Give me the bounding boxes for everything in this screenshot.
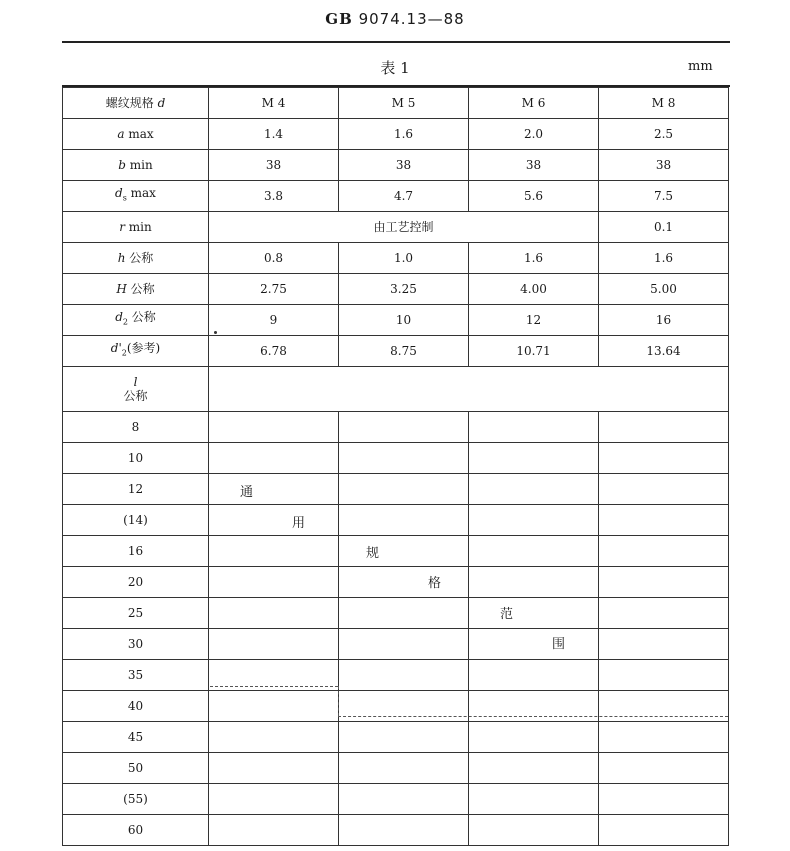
range-cell <box>469 412 599 443</box>
table-cell: 0.1 <box>599 212 729 243</box>
table-row <box>63 150 729 181</box>
length-label: 8 <box>63 412 209 443</box>
table-cell: 0.8 <box>209 243 339 274</box>
range-cell <box>469 660 599 691</box>
table-cell: 38 <box>469 150 599 181</box>
range-cell <box>599 474 729 505</box>
table-cell: 4.00 <box>469 274 599 305</box>
range-cell <box>209 753 339 784</box>
row-label: r min <box>63 212 209 243</box>
range-cell <box>209 629 339 660</box>
range-cell <box>599 567 729 598</box>
range-cell <box>469 629 599 660</box>
table-cell: 10 <box>339 305 469 336</box>
length-row <box>63 629 729 660</box>
range-char: 规 <box>366 546 380 561</box>
length-label: 40 <box>63 691 209 722</box>
col-header: M 4 <box>209 88 339 119</box>
table-row <box>63 336 729 367</box>
table-cell: 1.6 <box>599 243 729 274</box>
table-cell: 5.00 <box>599 274 729 305</box>
table-row <box>63 119 729 150</box>
table-cell: 8.75 <box>339 336 469 367</box>
table-cell: 2.0 <box>469 119 599 150</box>
range-cell <box>339 784 469 815</box>
range-cell <box>469 474 599 505</box>
range-cell <box>339 412 469 443</box>
table-cell: 7.5 <box>599 181 729 212</box>
range-cell <box>469 753 599 784</box>
standard-header <box>0 10 790 28</box>
range-cell <box>599 412 729 443</box>
table-cell: 2.75 <box>209 274 339 305</box>
range-boundary-dashed <box>338 716 728 717</box>
col-header: M 8 <box>599 88 729 119</box>
col-header: M 6 <box>469 88 599 119</box>
length-label: (14) <box>63 505 209 536</box>
range-cell <box>339 660 469 691</box>
row-label: $d'_2$(参考) <box>63 336 209 367</box>
length-header-row <box>63 367 729 412</box>
range-cell <box>339 443 469 474</box>
range-cell <box>339 753 469 784</box>
table-row <box>63 305 729 336</box>
length-row <box>63 412 729 443</box>
length-label: 45 <box>63 722 209 753</box>
table-cell: 10.71 <box>469 336 599 367</box>
range-cell <box>209 784 339 815</box>
range-cell <box>209 536 339 567</box>
table-row <box>63 181 729 212</box>
table-cell: 1.6 <box>469 243 599 274</box>
row-label: $d_s$ max <box>63 181 209 212</box>
length-row <box>63 722 729 753</box>
range-char: 范 <box>500 607 514 622</box>
table-header-row <box>63 88 729 119</box>
table-cell: 38 <box>209 150 339 181</box>
range-cell <box>209 505 339 536</box>
range-boundary-dashed <box>338 686 339 716</box>
table-row <box>63 243 729 274</box>
range-cell <box>339 598 469 629</box>
length-row <box>63 567 729 598</box>
range-cell <box>469 505 599 536</box>
range-char: 用 <box>292 516 306 531</box>
table-cell: 3.25 <box>339 274 469 305</box>
range-cell <box>469 598 599 629</box>
standard-prefix: GB <box>325 10 353 28</box>
range-cell <box>469 536 599 567</box>
table-cell: 16 <box>599 305 729 336</box>
length-label: 25 <box>63 598 209 629</box>
range-cell <box>599 815 729 846</box>
table-cell: 38 <box>339 150 469 181</box>
range-cell <box>339 536 469 567</box>
row-label: h 公称 <box>63 243 209 274</box>
range-boundary-dashed <box>210 686 338 687</box>
range-cell <box>599 443 729 474</box>
length-label: 16 <box>63 536 209 567</box>
row-label: b min <box>63 150 209 181</box>
length-header <box>63 367 209 412</box>
spec-table <box>62 87 729 846</box>
table-cell: 1.4 <box>209 119 339 150</box>
length-row <box>63 536 729 567</box>
table-cell: 13.64 <box>599 336 729 367</box>
length-label: 10 <box>63 443 209 474</box>
length-header-blank <box>209 367 729 412</box>
range-cell <box>339 505 469 536</box>
col-header: M 5 <box>339 88 469 119</box>
length-row <box>63 815 729 846</box>
table-cell: 38 <box>599 150 729 181</box>
range-cell <box>209 722 339 753</box>
length-row <box>63 598 729 629</box>
length-row <box>63 753 729 784</box>
length-header-text: 公称 <box>123 389 148 403</box>
table-cell: 9 <box>209 305 339 336</box>
length-symbol: l <box>133 375 138 389</box>
range-cell <box>209 474 339 505</box>
row-label: H 公称 <box>63 274 209 305</box>
range-cell <box>469 567 599 598</box>
range-cell <box>339 815 469 846</box>
standard-number: 9074.13—88 <box>358 10 465 28</box>
range-cell <box>209 598 339 629</box>
table-cell: 12 <box>469 305 599 336</box>
range-cell <box>599 505 729 536</box>
range-cell <box>209 412 339 443</box>
table-row <box>63 274 729 305</box>
range-cell <box>599 722 729 753</box>
unit-label: mm <box>688 59 713 74</box>
table-cell: 3.8 <box>209 181 339 212</box>
range-cell <box>469 722 599 753</box>
table-cell: 1.0 <box>339 243 469 274</box>
range-cell <box>469 815 599 846</box>
length-row <box>63 443 729 474</box>
table-caption: 表 1 <box>380 59 410 77</box>
range-cell <box>599 784 729 815</box>
thread-spec-header: 螺纹规格 d <box>63 88 209 119</box>
range-char: 格 <box>428 576 442 591</box>
row-label: a max <box>63 119 209 150</box>
table-row <box>63 212 729 243</box>
print-speck <box>214 331 217 334</box>
range-cell <box>339 629 469 660</box>
range-cell <box>599 753 729 784</box>
length-label: 35 <box>63 660 209 691</box>
length-label: 12 <box>63 474 209 505</box>
range-cell <box>339 474 469 505</box>
length-label: 50 <box>63 753 209 784</box>
range-cell <box>339 722 469 753</box>
table-cell: 1.6 <box>339 119 469 150</box>
table-cell: 6.78 <box>209 336 339 367</box>
table-cell: 2.5 <box>599 119 729 150</box>
range-cell <box>599 536 729 567</box>
range-cell <box>599 629 729 660</box>
row-label: $d_2$ 公称 <box>63 305 209 336</box>
range-cell <box>209 567 339 598</box>
length-row <box>63 660 729 691</box>
range-cell <box>599 660 729 691</box>
length-label: (55) <box>63 784 209 815</box>
length-label: 60 <box>63 815 209 846</box>
range-cell <box>469 784 599 815</box>
range-cell <box>209 815 339 846</box>
range-cell <box>339 567 469 598</box>
length-label: 20 <box>63 567 209 598</box>
range-cell <box>209 691 339 722</box>
length-label: 30 <box>63 629 209 660</box>
merged-cell: 由工艺控制 <box>209 212 599 243</box>
range-char: 通 <box>240 485 254 500</box>
range-char: 围 <box>552 637 566 652</box>
range-cell <box>209 443 339 474</box>
table-cell: 5.6 <box>469 181 599 212</box>
length-row <box>63 474 729 505</box>
top-rule <box>62 41 730 43</box>
length-row <box>63 505 729 536</box>
range-cell <box>599 598 729 629</box>
range-cell <box>469 443 599 474</box>
table-cell: 4.7 <box>339 181 469 212</box>
length-row <box>63 784 729 815</box>
